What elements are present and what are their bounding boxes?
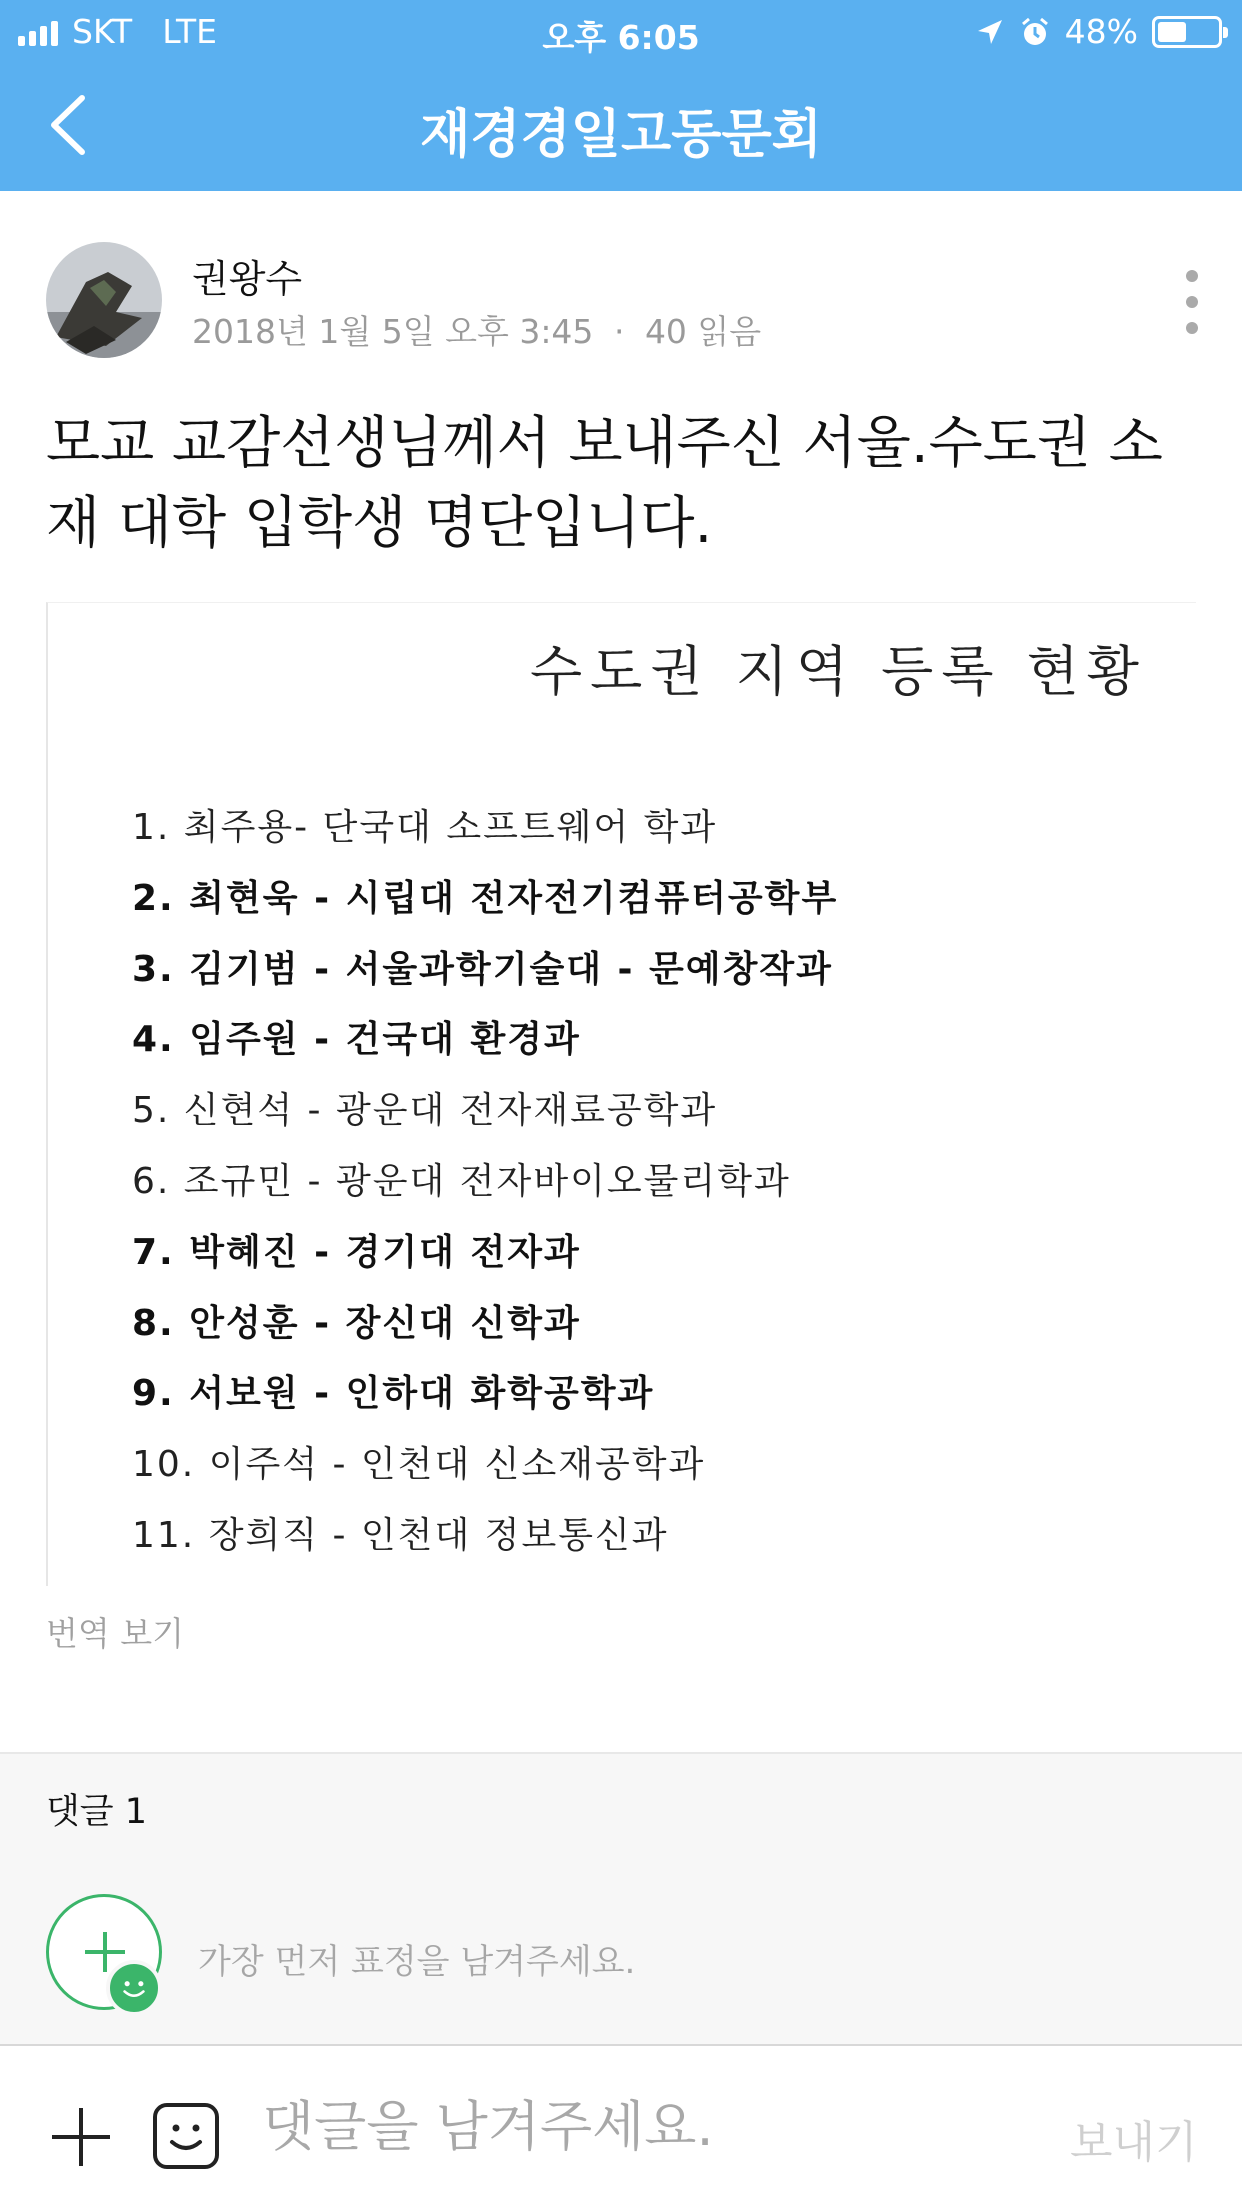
send-button[interactable]: 보내기: [1070, 2106, 1198, 2170]
status-time: 오후 6:05: [542, 18, 700, 57]
emoji-icon[interactable]: [152, 2102, 220, 2170]
document-list-item: 11. 장희직 - 인천대 정보통신과: [132, 1514, 669, 1556]
document-title: 수도권 지역 등록 현황: [530, 640, 1147, 703]
document-list-item: 2. 최현욱 - 시립대 전자전기컴퓨터공학부: [132, 877, 839, 919]
document-list-item: 8. 안성훈 - 장신대 신학과: [132, 1302, 581, 1344]
translate-link[interactable]: 번역 보기: [46, 1614, 185, 1653]
page-title: 재경경일고동문회: [420, 105, 822, 165]
post-body: 모교 교감선생님께서 보내주신 서울.수도권 소재 대학 입학생 명단입니다.: [46, 411, 1163, 556]
comment-input[interactable]: [262, 2086, 1022, 2166]
read-count: 40 읽음: [644, 312, 762, 351]
alarm-icon: [1019, 16, 1051, 48]
status-bar: [0, 0, 1242, 62]
comments-section: [0, 1752, 1242, 2044]
reaction-prompt[interactable]: 가장 먼저 표정을 남겨주세요.: [198, 1942, 636, 1982]
document-list-item: 6. 조규민 - 광운대 전자바이오물리학과: [132, 1160, 791, 1202]
more-vertical-icon[interactable]: [1180, 270, 1204, 334]
battery-fill: [1158, 22, 1186, 42]
document-list-item: 7. 박혜진 - 경기대 전자과: [132, 1231, 581, 1273]
top-bar: [0, 0, 1242, 191]
battery-percent: 48%: [1064, 12, 1138, 51]
document-list-item: 10. 이주석 - 인천대 신소재공학과: [132, 1444, 706, 1486]
smiley-icon: [106, 1960, 162, 2016]
network-label: LTE: [162, 12, 218, 51]
document-list-item: 1. 최주용- 단국대 소프트웨어 학과: [132, 807, 718, 848]
post-date: 2018년 1월 5일 오후 3:45: [192, 312, 594, 351]
comment-input-bar: [0, 2044, 1242, 2208]
attached-image[interactable]: [46, 602, 1196, 1586]
document-list-item: 4. 임주원 - 건국대 환경과: [132, 1019, 581, 1061]
meta-separator: ·: [613, 312, 625, 351]
battery-icon: [1152, 16, 1222, 48]
document-list-item: 9. 서보원 - 인하대 화학공학과: [132, 1373, 655, 1415]
document-list: [132, 793, 1172, 1572]
avatar[interactable]: [46, 242, 162, 358]
author-name[interactable]: 권왕수: [192, 257, 303, 301]
navigation-bar: [0, 62, 1242, 191]
document-list-item: 3. 김기범 - 서울과학기술대 - 문예창작과: [132, 948, 833, 990]
location-arrow-icon: [975, 17, 1005, 47]
plus-icon[interactable]: [50, 2106, 112, 2168]
carrier-label: SKT: [72, 12, 133, 51]
document-list-item: 5. 신현석 - 광운대 전자재료공학과: [132, 1090, 718, 1132]
comment-count: 댓글 1: [46, 1792, 148, 1832]
post-meta: [192, 306, 761, 353]
